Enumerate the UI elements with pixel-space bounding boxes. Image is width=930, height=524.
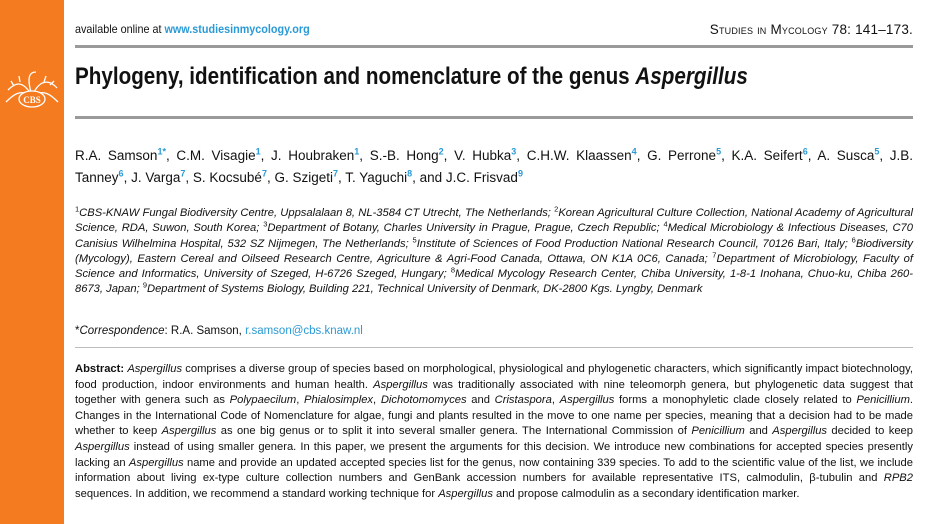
author-affiliation-ref: 1	[255, 146, 261, 157]
author-name: S.-B. Hong	[369, 148, 439, 163]
affiliation-number: 3	[263, 219, 268, 229]
cbs-fungus-logo-icon	[0, 66, 64, 126]
author-name: C.H.W. Klaassen	[526, 148, 632, 163]
author-affiliation-ref: 1	[354, 146, 360, 157]
abstract-text: ,	[373, 394, 381, 407]
journal-url-link[interactable]: www.studiesinmycology.org	[164, 22, 310, 36]
author-affiliation-ref: 8	[407, 168, 413, 179]
abstract-text: . Changes in the International Code of Nomenclature for algae, fungi and plants resulted in the move to one name per species, meaning that a decision had to be made whether to keep	[75, 394, 913, 438]
abstract-text: instead of using smaller genera. In this paper, we present the arguments for this decision. We introduce new combinations for accepted species presently lacking an	[75, 440, 913, 469]
author-name: J. Varga	[131, 170, 181, 185]
available-text: available online at	[75, 22, 162, 36]
affiliation-text: Medical Microbiology & Infectious Diseases, C70 Canisius Wilhelmina Hospital, 532 SZ Nijmegen, The Netherlands;	[75, 222, 913, 250]
correspondence-label: Correspondence	[79, 325, 165, 337]
author-name: S. Kocsubé	[192, 170, 262, 185]
abstract-italic-term: Cristaspora	[494, 394, 552, 407]
abstract-block	[75, 362, 913, 502]
author-name: J. Houbraken	[271, 148, 355, 163]
author-affiliation-ref: 1*	[157, 146, 166, 157]
author-name: G. Perrone	[647, 148, 717, 163]
abstract-text: comprises a diverse group of species based on morphological, physiological and phylogenetic characters, which significantly impact biotechnology, food production, indoor environments and human health.	[75, 363, 914, 391]
author-name: C.M. Visagie	[176, 148, 256, 163]
affiliation-text: Department of Microbiology, Faculty of Science and Informatics, University of Szeged, H-6726 Szeged, Hungary;	[75, 252, 914, 281]
author-name: J.B. Tanney	[75, 148, 914, 185]
affiliation-number: 6	[851, 234, 856, 244]
abstract-italic-term: Polypaecilum	[229, 394, 297, 407]
affiliation-text: Biodiversity (Mycology), Eastern Cereal and Oilseed Research Centre, Agriculture & Agri-Food Canada, Ottawa, ON K1A 0C6, Canada;	[75, 237, 914, 265]
abstract-italic-term: Aspergillus	[373, 378, 428, 391]
abstract-italic-term: Aspergillus	[161, 425, 217, 438]
abstract-italic-term: RPB2	[883, 472, 913, 485]
abstract-text: sequences. In addition, we recommend a standard working technique for	[75, 487, 439, 500]
author-name: R.A. Samson	[75, 148, 158, 163]
abstract-text: and	[744, 425, 773, 438]
affiliation-number: 9	[142, 280, 147, 290]
abstract-text: name and provide an updated accepted species list for the genus, now containing 339 species. To add to the scientific value of the list, we include information about living ex-type culture collection numbers and GenBank accession numbers for available representative ITS, calmodulin, β-tubulin and	[75, 456, 913, 485]
abstract-italic-term: Dichotomomyces	[380, 394, 467, 407]
abstract-text: and	[466, 394, 495, 407]
affiliation-number: 4	[663, 219, 668, 229]
abstract-text: and propose calmodulin as a secondary identification marker.	[492, 487, 800, 500]
header-divider	[75, 45, 913, 48]
author-affiliation-ref: 3	[511, 146, 517, 157]
availability-line	[75, 22, 310, 36]
author-name: K.A. Seifert	[731, 148, 803, 163]
author-affiliation-ref: 7	[333, 168, 339, 179]
affiliation-text: Korean Agricultural Culture Collection, National Academy of Agricultural Science, RDA, Suwon, South Korea;	[75, 207, 913, 235]
abstract-italic-term: Aspergillus	[75, 440, 130, 453]
affiliation-number: 7	[712, 250, 717, 260]
abstract-italic-term: Phialosimplex	[303, 394, 374, 407]
abstract-italic-term: Aspergillus	[772, 425, 828, 438]
abstract-italic-term: Aspergillus	[438, 487, 493, 500]
abstract-italic-term: Aspergillus	[128, 456, 184, 469]
abstract-text: forms a monophyletic clade closely related to	[614, 394, 857, 407]
author-name: G. Szigeti	[274, 170, 333, 185]
correspondence-email-link[interactable]: r.samson@cbs.knaw.nl	[245, 325, 363, 337]
abstract-italic-term: Aspergillus	[127, 363, 183, 375]
affiliation-text: CBS-KNAW Fungal Biodiversity Centre, Uppsalalaan 8, NL-3584 CT Utrecht, The Netherlands;	[79, 207, 551, 219]
abstract-body	[75, 363, 913, 500]
author-name: T. Yaguchi	[345, 170, 408, 185]
affiliation-text: Medical Mycology Research Center, Chiba University, 1-8-1 Inohana, Chuo-ku, Chiba 260-8673, Japan;	[75, 268, 914, 296]
author-affiliation-ref: 6	[802, 146, 808, 157]
author-affiliation-ref: 5	[716, 146, 722, 157]
author-affiliation-ref: 9	[517, 168, 523, 179]
author-affiliation-ref: 7	[261, 168, 267, 179]
abstract-text: as one big genus or to split it into several smaller genera. The International Commission of	[216, 425, 692, 438]
author-affiliation-ref: 4	[631, 146, 637, 157]
author-name: V. Hubka	[454, 148, 512, 163]
correspondence-line: *Correspondence: R.A. Samson, r.samson@cbs.knaw.nl	[75, 325, 363, 337]
affiliations-block	[75, 206, 913, 298]
affiliation-text: Department of Systems Biology, Building 221, Technical University of Denmark, DK-2800 Kgs. Lyngby, Denmark	[146, 283, 703, 296]
abstract-text: decided to keep	[827, 425, 914, 438]
affiliation-text: Institute of Sciences of Food Production National Research Council, 70126 Bari, Italy;	[416, 237, 848, 250]
paper-title	[75, 63, 797, 91]
affiliation-text: Department of Botany, Charles University in Prague, Prague, Czech Republic;	[267, 222, 660, 235]
affiliation-number: 5	[412, 234, 417, 244]
title-genus: Aspergillus	[635, 63, 748, 90]
author-affiliation-ref: 6	[118, 168, 124, 179]
abstract-text: ,	[551, 394, 560, 407]
journal-reference: Studies in Mycology 78: 141–173.	[709, 22, 913, 37]
author-affiliation-ref: 7	[180, 168, 186, 179]
author-name: A. Susca	[817, 148, 875, 163]
author-affiliation-ref: 2	[438, 146, 444, 157]
authors-and: and	[419, 170, 443, 185]
title-divider	[75, 116, 913, 119]
abstract-divider	[75, 347, 913, 348]
abstract-italic-term: Aspergillus	[559, 394, 615, 407]
abstract-italic-term: Penicillium	[691, 425, 745, 438]
header-bar	[75, 22, 913, 40]
correspondence-name: : R.A. Samson,	[164, 325, 242, 337]
abstract-label: Abstract:	[75, 363, 125, 375]
logo-text: CBS	[23, 95, 41, 105]
affiliation-number: 2	[554, 204, 559, 214]
abstract-text: was traditionally associated with nine teleomorph genera, but phylogenetic data suggest that together with genera such as	[75, 378, 913, 407]
author-name: J.C. Frisvad	[445, 170, 518, 185]
author-list: R.A. Samson$^{1*}$, C.M. Visagie$^1$, J. Houbraken$^1$, S.-B. Hong$^2$, V. Hubka$^3$, C.H.W. Klaassen$^4$, G. Perrone$^5$, K.A. Seifert$^6$, A. Susca$^5$, J.B. Tanney$^6$, J. Varga$^7$, S. Kocsubé$^7$, G. Szigeti$^7$, T. Yaguchi$^8$, and J.C. Frisvad$^9$	[75, 146, 914, 185]
author-affiliation-ref: 5	[874, 146, 880, 157]
title-main: Phylogeny, identification and nomenclature of the genus	[75, 63, 636, 90]
affiliation-number: 8	[450, 265, 455, 275]
abstract-italic-term: Penicillium	[856, 394, 910, 407]
abstract-text: ,	[296, 394, 304, 407]
affiliation-number: 1	[75, 204, 80, 214]
